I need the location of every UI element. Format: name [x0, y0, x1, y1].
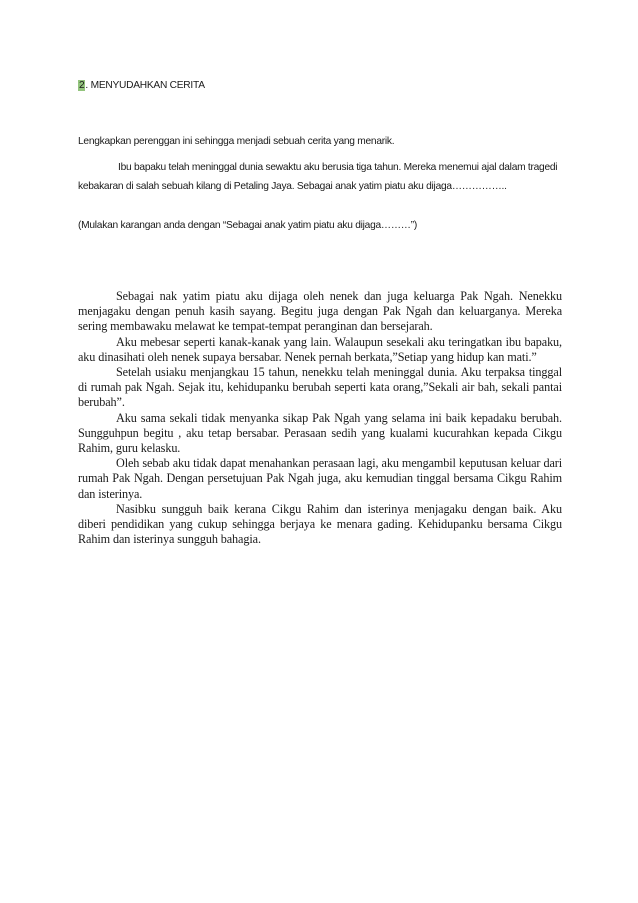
section-number: 2: [79, 80, 85, 91]
instruction-text: Lengkapkan perenggan ini sehingga menjadi sebuah cerita yang menarik.: [78, 136, 395, 147]
essay-starter-instruction: (Mulakan karangan anda dengan “Sebagai anak yatim piatu aku dijaga………”): [78, 220, 418, 231]
essay-body: [78, 289, 562, 547]
prompt-block: [78, 158, 558, 196]
essay-paragraph: Aku mebesar seperti kanak-kanak yang lain. Walaupun sesekali aku teringatkan ibu bapaku, aku dinasihati oleh nenek supaya bersabar. Nenek pernah berkata,”Setiap yang hidup kan mati.”: [78, 334, 562, 364]
prompt-paragraph: Ibu bapaku telah meninggal dunia sewaktu aku berusia tiga tahun. Mereka menemui ajal dalam tragedi kebakaran di salah sebuah kilang di Petaling Jaya. Sebagai anak yatim piatu aku dijaga……………..: [78, 162, 558, 192]
section-title: . MENYUDAHKAN CERITA: [85, 80, 205, 91]
essay-paragraph: Oleh sebab aku tidak dapat menahankan perasaan lagi, aku mengambil keputusan keluar dari rumah Pak Ngah. Dengan persetujuan Pak Ngah juga, aku kemudian tinggal bersama Cikgu Rahim dan isterinya.: [78, 456, 562, 501]
essay-paragraph: Setelah usiaku menjangkau 15 tahun, nenekku telah meninggal dunia. Aku terpaksa tinggal di rumah pak Ngah. Sejak itu, kehidupanku berubah seperti kata orang,”Sekali air bah, sekali pantai berubah”.: [78, 365, 562, 410]
essay-paragraph: Sebagai nak yatim piatu aku dijaga oleh nenek dan juga keluarga Pak Ngah. Nenekku menjagaku dengan penuh kasih sayang. Begitu juga dengan Pak Ngah dan keluarganya. Mereka sering membawaku melawat ke tempat-tempat peranginan dan bersejarah.: [78, 289, 562, 334]
essay-paragraph: Nasibku sungguh baik kerana Cikgu Rahim dan isterinya menjagaku dengan baik. Aku diberi pendidikan yang cukup sehingga berjaya ke menara gading. Kehidupanku bersama Cikgu Rahim dan isterinya sungguh bahagia.: [78, 501, 562, 547]
essay-paragraph: Aku sama sekali tidak menyanka sikap Pak Ngah yang selama ini baik kepadaku berubah. Sungguhpun begitu , aku tetap bersabar. Perasaan sedih yang kualami kucurahkan kepada Cikgu Rahim, guru kelasku.: [78, 410, 562, 456]
section-heading: [78, 80, 205, 91]
